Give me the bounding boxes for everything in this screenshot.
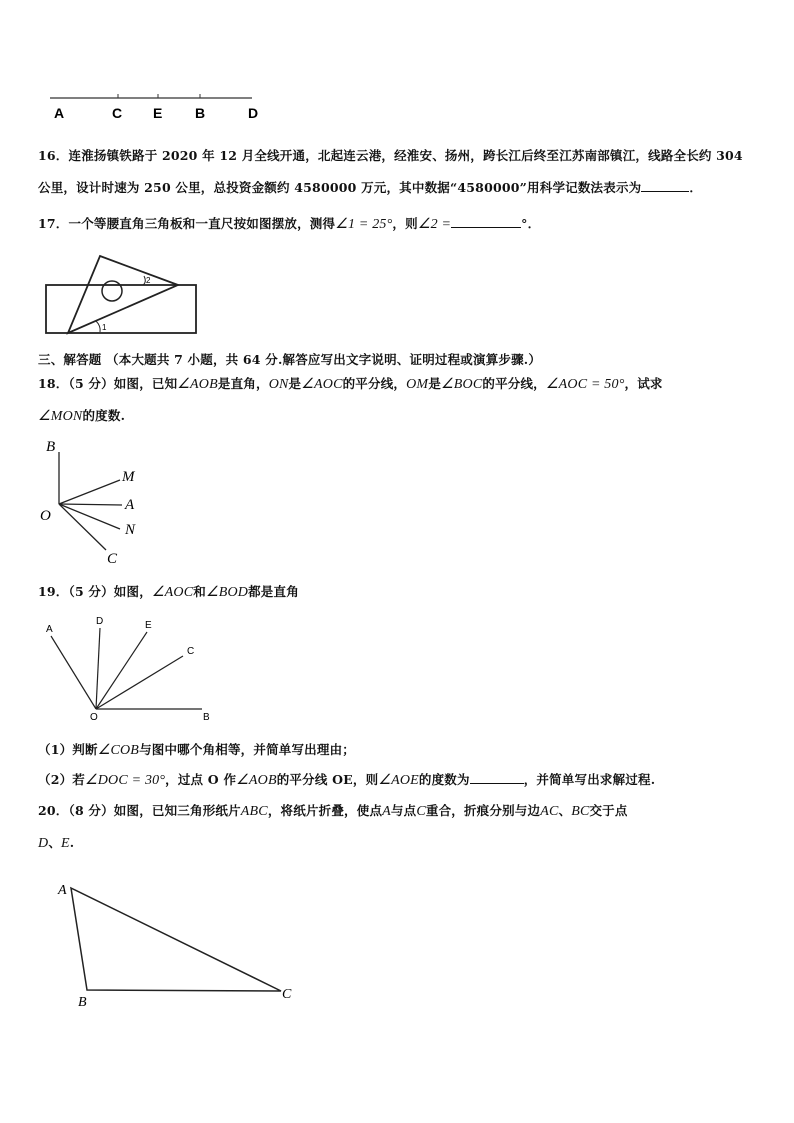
q18-mon: ∠MON	[38, 409, 83, 424]
q18-t1: 是直角，	[217, 376, 269, 391]
label-c: C	[282, 987, 292, 1002]
set-square-triangle	[68, 256, 178, 333]
q19-line	[38, 582, 299, 601]
label-b: B	[203, 712, 210, 723]
q17-figure	[44, 252, 204, 338]
q18-figure	[34, 432, 164, 572]
ray-oa	[51, 636, 96, 709]
ray-oc	[96, 656, 183, 709]
q19-p2-pre: （2）若	[38, 772, 85, 787]
q19-bod: ∠BOD	[205, 585, 249, 600]
q17-ask: ∠2 =	[417, 217, 452, 232]
q20-e: E	[61, 836, 70, 851]
label-a: A	[58, 883, 67, 898]
q19-suffix: 都是直角	[248, 584, 299, 599]
q18-t5: 的平分线，	[482, 376, 546, 391]
q19-part1	[38, 740, 355, 759]
q18-line1	[38, 374, 663, 393]
q20-line2-end: .	[69, 835, 75, 850]
q18-boc: ∠BOC	[441, 377, 483, 392]
q20-bc: BC	[571, 804, 590, 819]
q19-p2-aoe: ∠AOE	[378, 773, 419, 788]
label-d: D	[248, 105, 259, 121]
q20-t2: 与点	[390, 803, 417, 818]
q19-p2-mid: ，过点 O 作	[165, 772, 237, 787]
q19-p1-cob: ∠COB	[97, 743, 140, 758]
ray-oc	[59, 504, 106, 550]
q18-aob: ∠AOB	[177, 377, 218, 392]
q18-t2: 是	[288, 376, 302, 391]
q20-c: C	[416, 804, 426, 819]
label-b: B	[46, 439, 56, 455]
label-m: M	[122, 469, 135, 485]
ray-oe	[96, 632, 147, 709]
q16-text: 公里，设计时速为 250 公里，总投资金额约 4580000 万元，其中数据“4580000”用科学记数法表示为	[38, 180, 642, 195]
label-b: B	[78, 995, 87, 1010]
label-a: A	[125, 497, 135, 513]
q20-a: A	[382, 804, 391, 819]
q19-prefix: 19．（5 分）如图，	[38, 584, 152, 599]
q18-t3: 的平分线，	[342, 376, 407, 391]
q17-pre: 17．一个等腰直角三角板和一直尺按如图摆放，测得	[38, 216, 336, 231]
angle-2-arc	[143, 276, 145, 285]
q19-p1-pre: （1）判断	[38, 742, 98, 757]
q20-sep: 、	[558, 803, 572, 818]
q20-d: D	[38, 836, 49, 851]
q20-t1: ，将纸片折叠，使点	[267, 803, 383, 818]
q17-given: ∠1 = 25°	[335, 217, 393, 232]
q18-t4: 是	[428, 376, 442, 391]
angle-1-arc	[96, 321, 100, 332]
q17-end: °．	[521, 216, 541, 231]
label-o: O	[40, 508, 51, 524]
q17-line	[38, 214, 540, 233]
number-line-figure	[40, 88, 280, 124]
q19-p2-mid3: 的度数为	[418, 772, 470, 787]
q20-line1	[38, 801, 628, 820]
q17-mid: ，则	[392, 216, 418, 231]
ray-oa	[59, 504, 122, 505]
label-b: B	[195, 105, 206, 121]
q16-line2	[38, 178, 702, 196]
label-c: C	[112, 105, 123, 121]
q20-line2-sep: 、	[48, 835, 62, 850]
q18-t6: ，试求	[624, 376, 663, 391]
label-a: A	[46, 624, 53, 635]
q16-answer-blank	[641, 180, 689, 192]
q19-part2	[38, 770, 655, 789]
q18-t7: 的度数.	[82, 408, 126, 423]
label-d: D	[96, 616, 104, 627]
q19-figure	[40, 612, 220, 724]
q20-prefix: 20．（8 分）如图，已知三角形纸片	[38, 803, 241, 818]
triangle-hole	[102, 281, 122, 301]
angle-2-label: 2	[146, 276, 151, 285]
q20-line2	[38, 833, 74, 852]
q19-p2-mid2: 的平分线 OE，则	[276, 772, 379, 787]
q19-and: 和	[193, 584, 206, 599]
q19-p1-post: 与图中哪个角相等，并简单写出理由；	[139, 742, 355, 757]
q18-aoc50: ∠AOC = 50°	[545, 377, 625, 392]
label-e: E	[145, 620, 152, 631]
q19-p2-aob: ∠AOB	[236, 773, 277, 788]
label-c: C	[107, 551, 118, 567]
q19-p2-doc: ∠DOC = 30°	[85, 773, 166, 788]
q18-on: ON	[268, 377, 289, 392]
q20-abc: ABC	[240, 804, 268, 819]
q17-answer-blank	[451, 216, 521, 228]
q20-ac: AC	[540, 804, 559, 819]
angle-1-label: 1	[102, 323, 107, 332]
q18-line2	[38, 406, 125, 425]
section-3-heading: 三、解答题 （本大题共 7 小题，共 64 分.解答应写出文字说明、证明过程或演算步骤.）	[38, 352, 542, 367]
q19-aoc: ∠AOC	[151, 585, 194, 600]
ray-on	[59, 504, 120, 529]
label-n: N	[125, 522, 136, 538]
q19-answer-blank	[470, 772, 524, 784]
label-o: O	[90, 712, 98, 723]
q18-aoc: ∠AOC	[301, 377, 343, 392]
q19-p2-end: ，并简单写出求解过程.	[523, 772, 656, 787]
label-e: E	[153, 105, 163, 121]
q20-t4: 交于点	[589, 803, 628, 818]
q16-end: ．	[689, 180, 703, 195]
ray-od	[96, 628, 100, 709]
label-a: A	[54, 105, 65, 121]
label-c: C	[187, 646, 195, 657]
q20-t3: 重合，折痕分别与边	[425, 803, 541, 818]
ray-om	[59, 480, 120, 504]
q18-om: OM	[406, 377, 429, 392]
q16-line1: 16．连淮扬镇铁路于 2020 年 12 月全线开通，北起连云港，经淮安、扬州，跨长江后终至江苏南部镇江，线路全长约 304	[38, 148, 743, 163]
q18-prefix: 18．（5 分）如图，已知	[38, 376, 178, 391]
triangle-abc	[71, 888, 281, 991]
q20-figure	[56, 878, 306, 1013]
